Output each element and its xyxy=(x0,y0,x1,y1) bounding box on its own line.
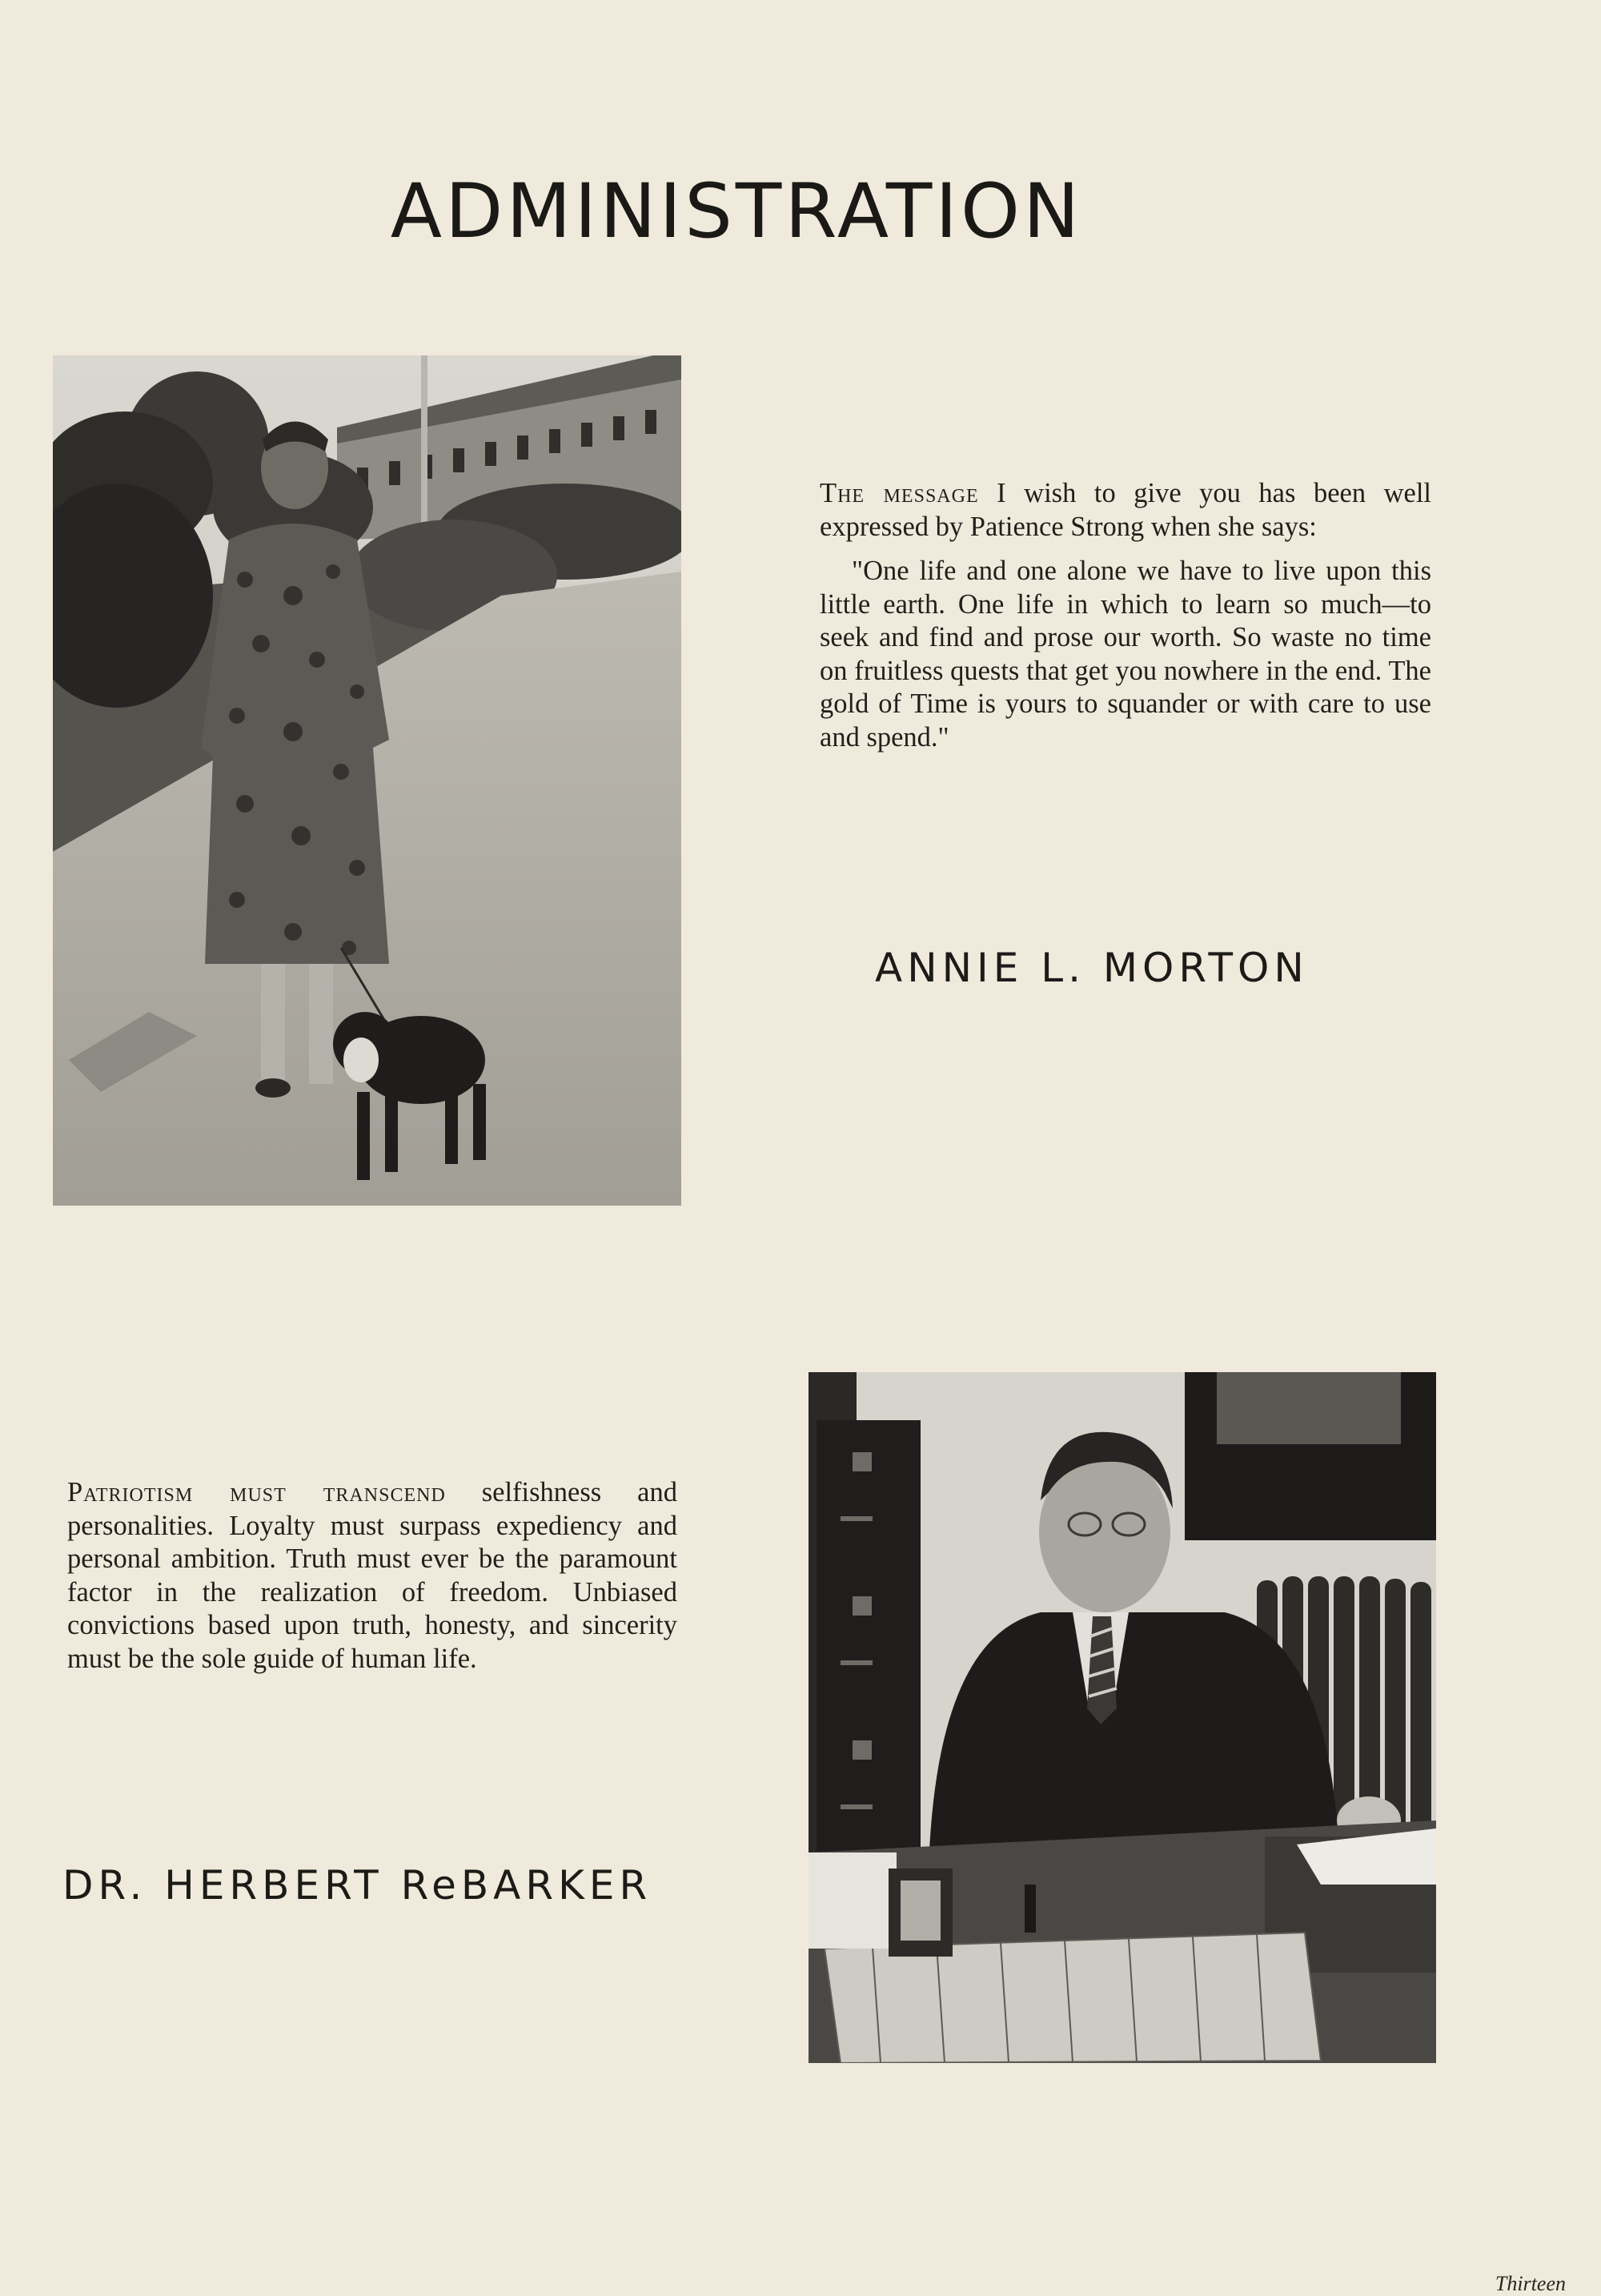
photo-woman-with-dog-image xyxy=(53,355,681,1206)
signature-name-herbert-rebarker: DR. HERBERT ReBARKER xyxy=(62,1862,652,1909)
body-text: selfishness and personalities. Loyalty must surpass expediency and personal ambition. Truth must ever be the paramount factor in the realization of freedom. Unbiased convictions based upon truth, honesty, and sincerity must be the sole guide of human life. xyxy=(67,1477,677,1674)
patience-strong-quote: "One life and one alone we have to live upon this little earth. One life in which to learn so much—to seek and find and prose our worth. So waste no time on fruitless quests that get you nowhere in the end. The gold of Time is yours to squander or with care to use and spend." xyxy=(820,556,1431,753)
message-body xyxy=(67,1476,677,1676)
message-herbert-rebarker xyxy=(67,1476,677,1676)
message-intro xyxy=(820,477,1431,544)
page-number: Thirteen xyxy=(1495,2272,1566,2295)
lead-in: The message xyxy=(820,478,979,508)
signature-name-annie-morton: ANNIE L. MORTON xyxy=(875,945,1309,991)
lead-in: Patriotism must transcend xyxy=(67,1477,446,1507)
intro-text: I wish to give you has been well expressed by Patience Strong when she says: xyxy=(820,478,1431,542)
message-annie-morton xyxy=(820,477,1431,754)
photo-man-at-desk-image xyxy=(809,1372,1436,2063)
photo-woman-with-dog xyxy=(53,355,681,1206)
photo-man-at-desk xyxy=(809,1372,1436,2063)
page-title: ADMINISTRATION xyxy=(390,168,1083,255)
